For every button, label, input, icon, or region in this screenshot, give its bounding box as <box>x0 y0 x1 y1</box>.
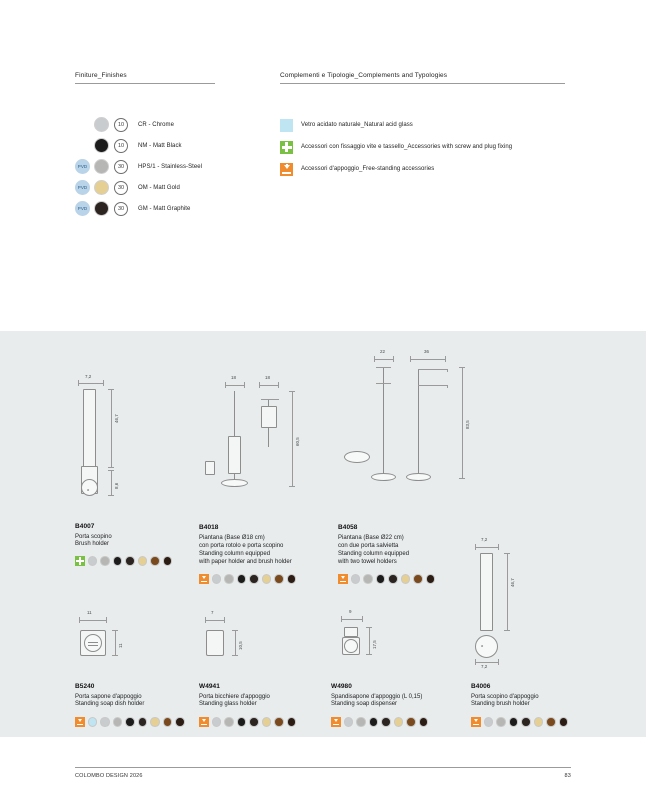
finish-qty: 30 <box>114 202 128 216</box>
page-footer <box>75 767 571 779</box>
finish-row <box>75 198 280 219</box>
finish-label: OM - Matt Gold <box>138 184 180 191</box>
finish-row <box>75 177 280 198</box>
finish-swatch <box>94 180 109 195</box>
finish-dot <box>138 717 148 727</box>
product-desc-it: Porta sapone d'appoggio <box>75 694 142 700</box>
finish-dot <box>125 556 135 566</box>
product-code: B4007 <box>75 523 95 530</box>
dimension-a: 22 <box>380 349 386 354</box>
product-b4058[interactable] <box>338 347 488 565</box>
finish-swatch <box>94 159 109 174</box>
finish-dot <box>212 717 222 727</box>
dimension-height: 17,5 <box>372 640 377 649</box>
product-w4941[interactable] <box>199 596 319 711</box>
type-label: Accessori d'appoggio_Free-standing accessories <box>301 166 435 172</box>
product-desc-en-1: Standing column equipped <box>338 551 410 557</box>
finish-dot <box>287 574 297 584</box>
finish-dot <box>88 717 98 727</box>
finish-dot <box>100 556 110 566</box>
finish-dots <box>75 717 188 727</box>
product-desc-it-1: Piantana (Base Ø18 cm) <box>199 535 265 541</box>
dimension-b: 36 <box>424 349 430 354</box>
finish-dot <box>381 717 391 727</box>
finish-dots <box>199 574 299 584</box>
screw-fixing-icon <box>280 141 293 154</box>
product-drawing <box>338 347 488 522</box>
finishes-header: Finiture_Finishes <box>75 72 215 84</box>
product-desc-it: Porta scopino <box>75 534 112 540</box>
dimension-a: 18 <box>231 375 237 380</box>
finish-dot <box>344 717 354 727</box>
product-desc-it: Spandisapone d'appoggio (L 0,15) <box>331 694 423 700</box>
finish-dot <box>534 717 544 727</box>
screw-fixing-icon <box>75 556 85 566</box>
types-column <box>280 72 571 219</box>
product-desc-en-2: with two towel holders <box>338 559 397 565</box>
finish-dot <box>496 717 506 727</box>
dimension-height: 46,7 <box>114 414 119 423</box>
product-code: B5240 <box>75 683 95 690</box>
free-standing-icon <box>471 717 481 727</box>
dimension-height: 83,5 <box>465 420 470 429</box>
product-code: B4018 <box>199 524 219 531</box>
product-b4006[interactable] <box>471 531 601 711</box>
finish-qty: 10 <box>114 118 128 132</box>
finish-dot <box>406 717 416 727</box>
types-list <box>280 114 571 180</box>
page-number: 83 <box>564 773 571 779</box>
finishes-list <box>75 114 280 219</box>
product-desc-en: Brush holder <box>75 541 110 547</box>
product-desc-it-2: con due porta salvietta <box>338 543 399 549</box>
pvd-badge: PVD <box>75 159 90 174</box>
finish-label: NM - Matt Black <box>138 142 182 149</box>
product-drawing: 7,2 o 46,7 7,2 <box>471 531 601 686</box>
product-desc-it: Porta scopino d'appoggio <box>471 694 539 700</box>
finish-dot <box>163 556 173 566</box>
finish-label: CR - Chrome <box>138 121 174 128</box>
finish-row <box>75 135 280 156</box>
product-code: W4980 <box>331 683 352 690</box>
free-standing-icon <box>331 717 341 727</box>
product-drawing <box>199 596 319 686</box>
dimension-width: 7,2 <box>85 374 92 379</box>
finish-dot <box>369 717 379 727</box>
finish-dot <box>521 717 531 727</box>
finish-dot <box>163 717 173 727</box>
dimension-height: 11 <box>118 643 123 648</box>
product-desc-en-2: with paper holder and brush holder <box>199 559 292 565</box>
finish-dot <box>419 717 429 727</box>
product-desc-it-2: con porta rotolo e porta scopino <box>199 543 284 549</box>
finish-dot <box>287 717 297 727</box>
finish-dot <box>237 574 247 584</box>
types-header: Complementi e Tipologie_Complements and Typologies <box>280 72 565 84</box>
finish-dot <box>212 574 222 584</box>
finish-dots <box>199 717 299 727</box>
finish-dot <box>150 717 160 727</box>
type-row <box>280 158 571 180</box>
product-w4980[interactable] <box>331 583 461 711</box>
finish-dot <box>262 574 272 584</box>
product-b4018[interactable] <box>199 361 334 565</box>
type-row <box>280 136 571 158</box>
type-label: Accessori con fissaggio vite e tassello_Accessories with screw and plug fixing <box>301 144 513 150</box>
finish-dot <box>113 717 123 727</box>
finish-dot <box>113 556 123 566</box>
product-b4007[interactable] <box>75 371 195 561</box>
finish-dot <box>100 717 110 727</box>
pvd-badge: PVD <box>75 180 90 195</box>
finish-label: HPS/1 - Stainless-Steel <box>138 163 203 170</box>
product-panel <box>0 331 646 737</box>
finish-dot <box>274 717 284 727</box>
product-code: B4006 <box>471 683 491 690</box>
finish-row <box>75 114 280 135</box>
finish-label: GM - Matt Graphite <box>138 205 191 212</box>
finish-dot <box>262 717 272 727</box>
product-drawing <box>75 596 195 686</box>
finish-dot <box>175 717 185 727</box>
product-code: W4941 <box>199 683 220 690</box>
finish-dot <box>224 574 234 584</box>
finish-swatch <box>94 138 109 153</box>
finish-dots <box>471 717 571 727</box>
dimension-width: 9 <box>349 609 352 614</box>
product-desc-en: Standing brush holder <box>471 701 530 707</box>
finish-qty: 30 <box>114 160 128 174</box>
finish-dot <box>509 717 519 727</box>
free-standing-icon <box>75 717 85 727</box>
dimension-width: 7 <box>211 610 214 615</box>
finish-dot <box>394 717 404 727</box>
dimension-width: 7,2 <box>481 537 488 542</box>
pvd-badge: PVD <box>75 201 90 216</box>
finishes-column <box>75 72 280 219</box>
finish-dot <box>150 556 160 566</box>
finish-dot <box>237 717 247 727</box>
finish-dot <box>88 556 98 566</box>
glass-icon <box>280 119 293 132</box>
product-code: B4058 <box>338 524 358 531</box>
finish-dot <box>356 717 366 727</box>
finish-qty: 30 <box>114 181 128 195</box>
product-desc-en: Standing soap dish holder <box>75 701 145 707</box>
dimension-height: 10,5 <box>238 641 243 650</box>
product-desc-it: Porta bicchiere d'appoggio <box>199 694 270 700</box>
finish-dots <box>75 556 175 566</box>
product-drawing: 7,2 o 46,7 8,6 <box>75 371 195 531</box>
finish-qty: 10 <box>114 139 128 153</box>
product-b5240[interactable] <box>75 596 195 711</box>
finish-dot <box>224 717 234 727</box>
finish-dot <box>138 556 148 566</box>
finish-dot <box>249 574 259 584</box>
product-drawing <box>331 583 461 686</box>
type-label: Vetro acidato naturale_Natural acid glass <box>301 122 413 128</box>
finish-swatch <box>94 117 109 132</box>
finish-swatch <box>94 201 109 216</box>
finish-dot <box>274 574 284 584</box>
footer-brand: COLOMBO DESIGN 2026 <box>75 773 143 779</box>
free-standing-icon <box>199 717 209 727</box>
product-desc-en: Standing soap dispenser <box>331 701 398 707</box>
finish-dot <box>249 717 259 727</box>
type-row <box>280 114 571 136</box>
finish-row <box>75 156 280 177</box>
dimension-height: 46,7 <box>510 578 515 587</box>
product-drawing <box>199 361 334 526</box>
finish-dot <box>484 717 494 727</box>
product-desc-it-1: Piantana (Base Ø22 cm) <box>338 535 404 541</box>
dimension-depth: 7,2 <box>481 664 488 669</box>
dimension-b: 18 <box>265 375 271 380</box>
finish-dot <box>546 717 556 727</box>
free-standing-icon <box>280 163 293 176</box>
product-desc-en-1: Standing column equipped <box>199 551 271 557</box>
finish-dot <box>559 717 569 727</box>
product-desc-en: Standing glass holder <box>199 701 257 707</box>
free-standing-icon <box>199 574 209 584</box>
dimension-depth: 8,6 <box>114 482 119 489</box>
finish-dot <box>125 717 135 727</box>
legend-section <box>75 72 571 219</box>
dimension-width: 11 <box>87 610 92 615</box>
finish-dots <box>331 717 431 727</box>
dimension-height: 60,5 <box>295 437 300 446</box>
